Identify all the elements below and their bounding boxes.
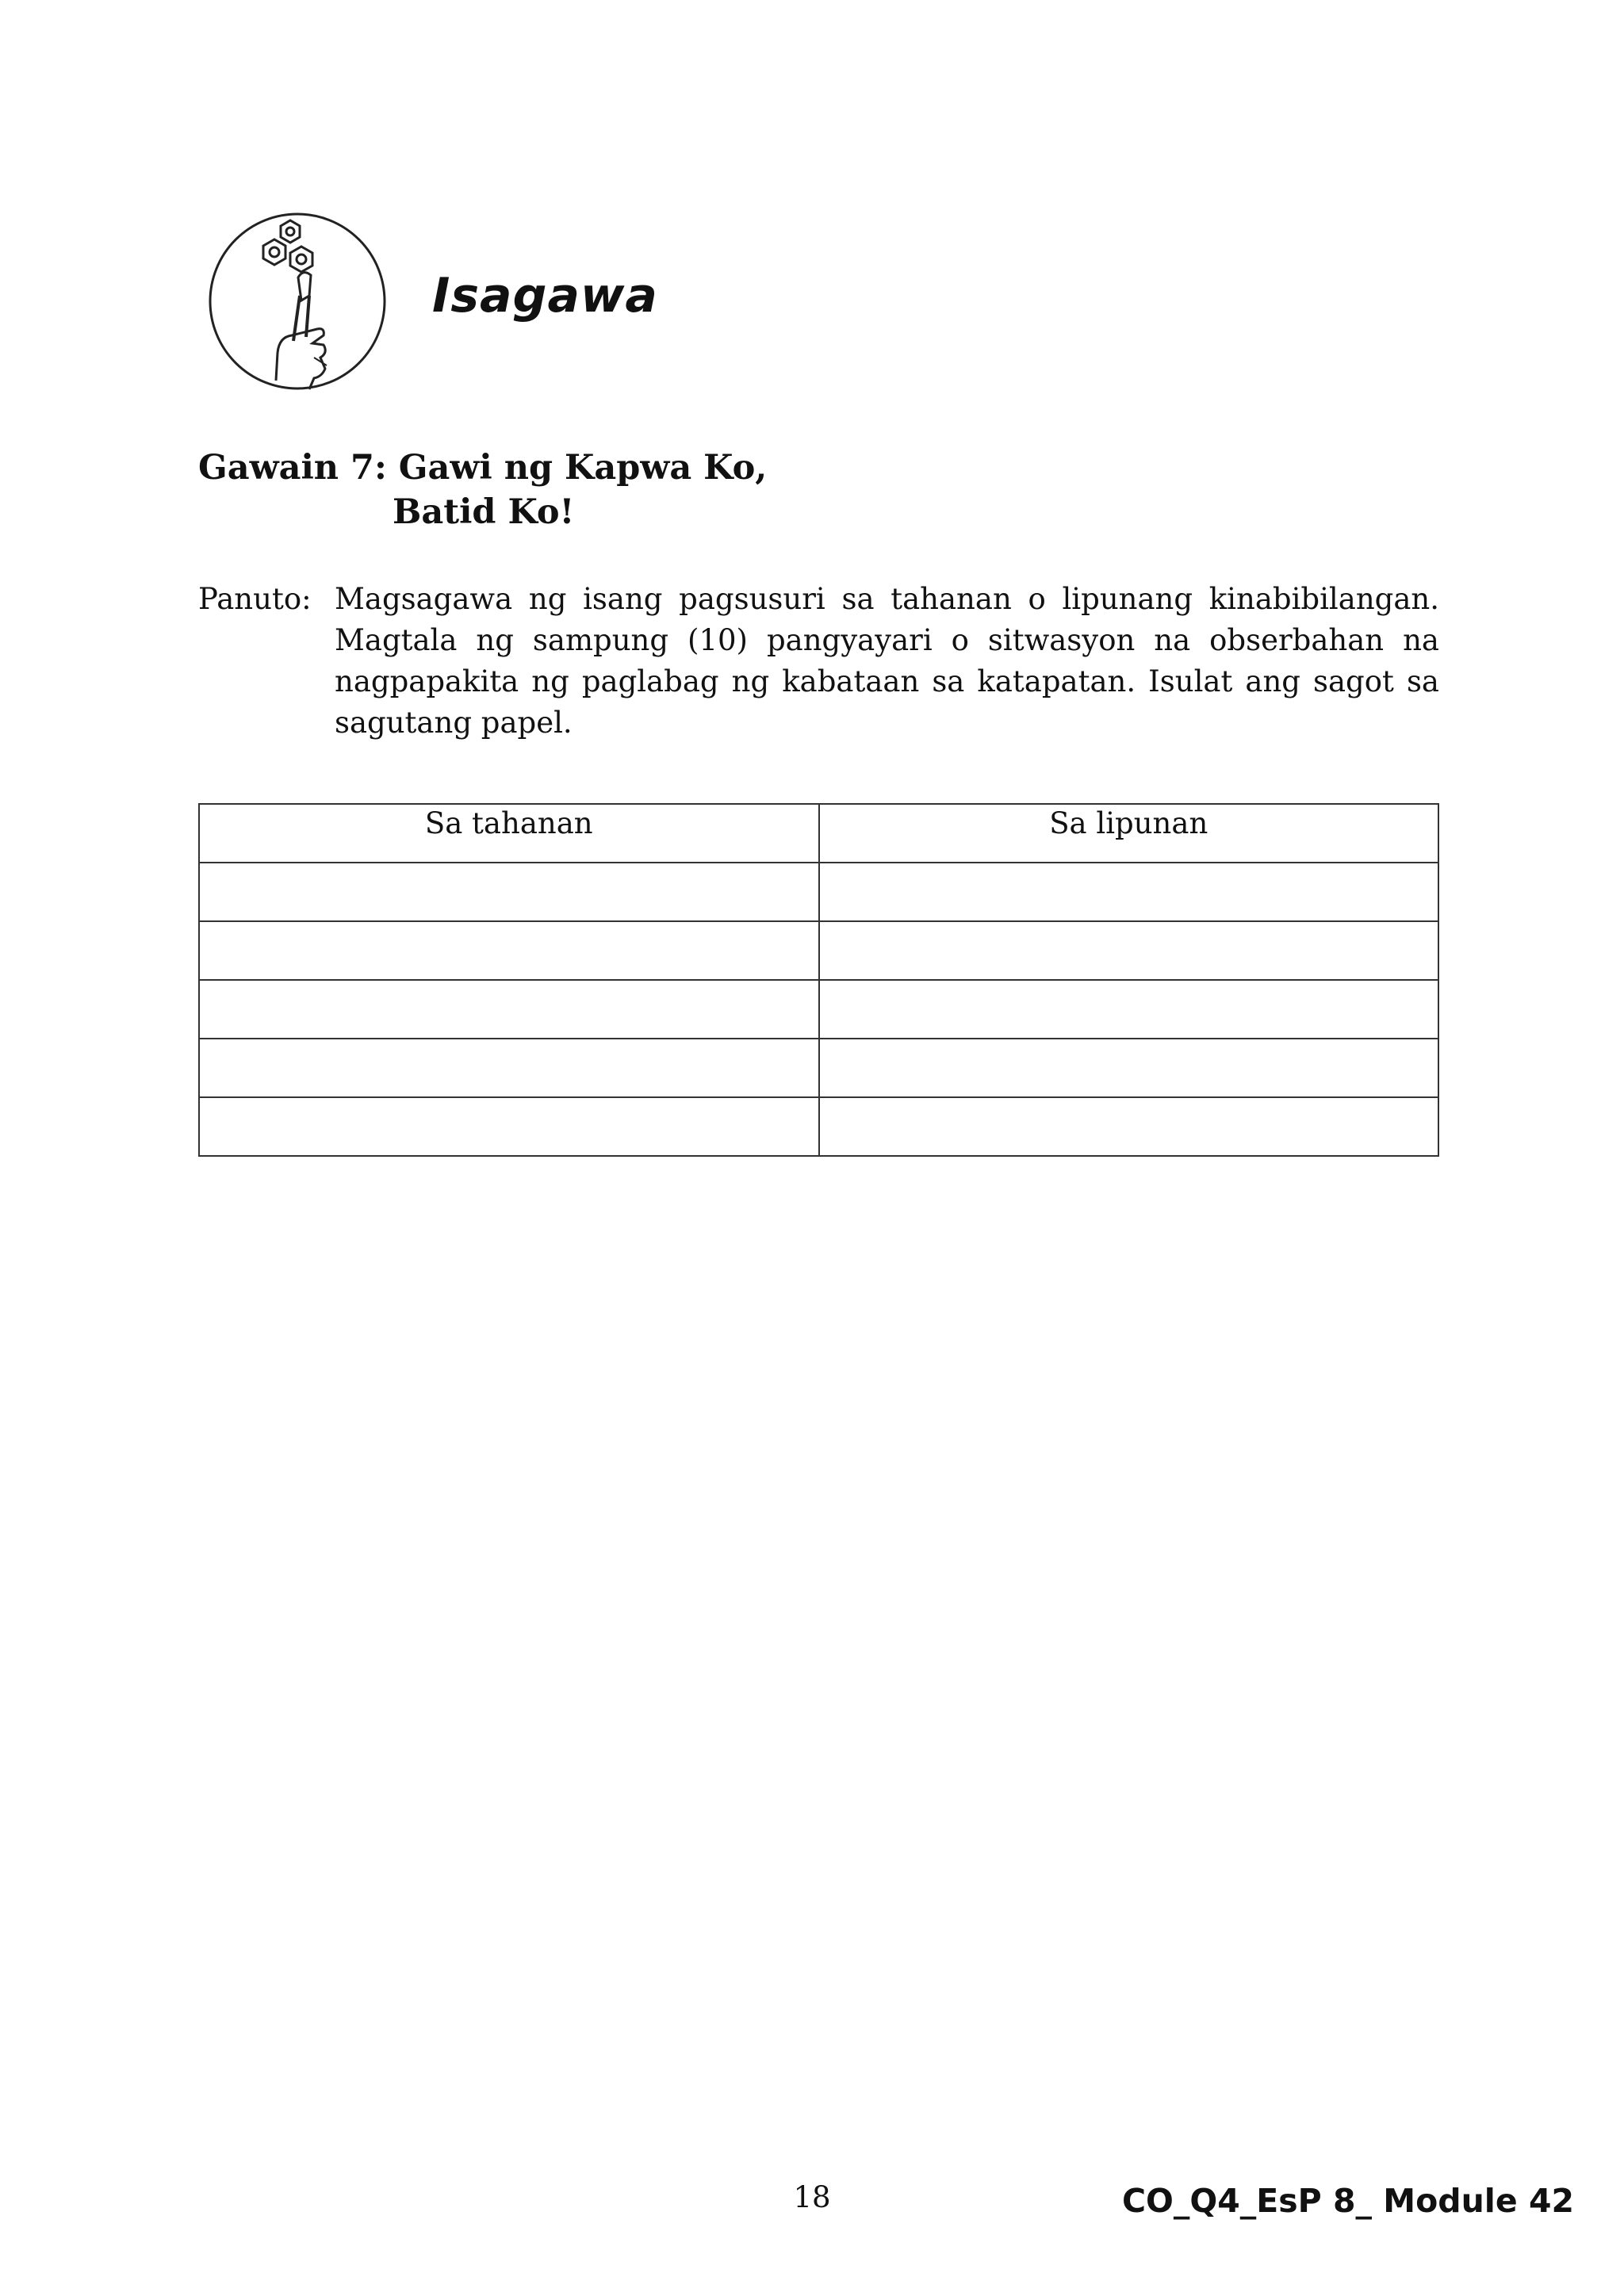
answer-cell-tahanan[interactable]: [199, 1097, 819, 1156]
answer-cell-tahanan[interactable]: [199, 980, 819, 1039]
activity-title-line2: Batid Ko!: [393, 492, 575, 532]
table-row: [199, 980, 1438, 1039]
table-row: [199, 1039, 1438, 1097]
answer-cell-tahanan[interactable]: [199, 921, 819, 980]
module-code: CO_Q4_EsP 8_ Module 42: [1121, 2182, 1574, 2220]
table-row: [199, 863, 1438, 921]
activity-title-line1: Gawain 7: Gawi ng Kapwa Ko,: [198, 448, 768, 488]
instructions-label: Panuto:: [198, 582, 312, 616]
activity-title: [198, 446, 767, 534]
section-title: Isagawa: [432, 268, 658, 323]
table-row: [199, 1097, 1438, 1156]
answer-cell-lipunan[interactable]: [819, 1097, 1439, 1156]
hand-holding-wrench-with-nuts-icon: [198, 202, 396, 400]
column-header-sa-lipunan: Sa lipunan: [819, 804, 1439, 863]
instructions: [198, 579, 1439, 744]
answer-cell-lipunan[interactable]: [819, 980, 1439, 1039]
table-header-row: [199, 804, 1438, 863]
answer-table: [198, 803, 1439, 1157]
column-header-sa-tahanan: Sa tahanan: [199, 804, 819, 863]
instructions-text: Magsagawa ng isang pagsusuri sa tahanan o lipunang kinabibilangan. Magtala ng sampung (10) pangyayari o sitwasyon na obserbahan na nagpapakita ng paglabag ng kabataan sa katapatan. Isulat ang sagot sa sagutang papel.: [335, 582, 1439, 740]
answer-cell-lipunan[interactable]: [819, 921, 1439, 980]
page-number: 18: [793, 2180, 831, 2214]
answer-cell-lipunan[interactable]: [819, 1039, 1439, 1097]
answer-cell-lipunan[interactable]: [819, 863, 1439, 921]
table-row: [199, 921, 1438, 980]
answer-cell-tahanan[interactable]: [199, 1039, 819, 1097]
answer-cell-tahanan[interactable]: [199, 863, 819, 921]
